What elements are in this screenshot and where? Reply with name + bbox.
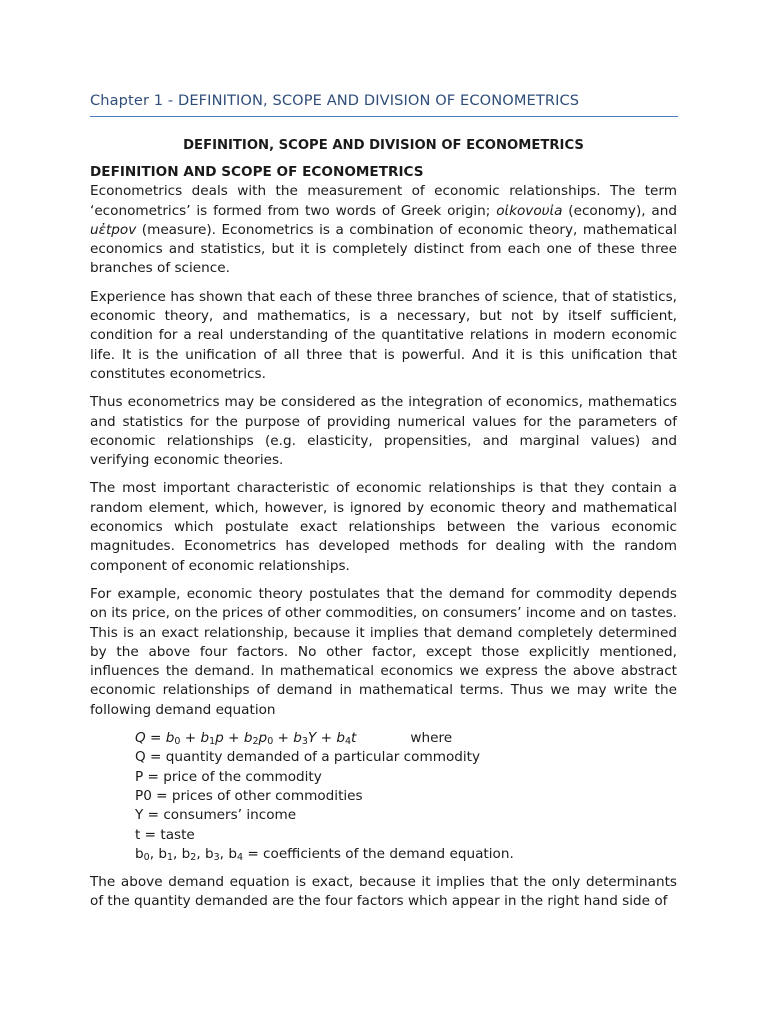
header-divider [90, 116, 678, 117]
paragraph-3: Thus econometrics may be considered as the integration of economics, mathematics and statistics for the purpose of providing numerical values for the parameters of economic relationships (e.g. elasticity, propensities, and marginal values) and verifying economic theories. [90, 394, 677, 469]
paragraph-1-text-c: (measure). Econometrics is a combination of economic theory, mathematical economics and statistics, but it is completely distinct from each one of these three branches of science. [90, 221, 677, 277]
paragraph-4: The most important characteristic of economic relationships is that they contain a random element, which, however, is ignored by economic theory and mathematical economics which postulate exact relationships between the various economic magnitudes. Econometrics has developed methods for dealing with the random component of economic relationships. [90, 480, 677, 574]
paragraph-6: The above demand equation is exact, because it implies that the only determinants of the quantity demanded are the four factors which appear in the right hand side of [90, 874, 677, 910]
paragraph-2: Experience has shown that each of these three branches of science, that of statistics, economic theory, and mathematics, is a necessary, but not by itself sufficient, condition for a real understanding of the quantitative relations in modern economic life. It is the unification of all three that is powerful. And it is this unification that constitutes econometrics. [90, 288, 677, 382]
paragraph-5: For example, economic theory postulates that the demand for commodity depends on its price, on the prices of other commodities, on consumers’ income and on tastes. This is an exact relationship, because it implies that demand completely determined by the above four factors. No other factor, except those explicitly mentioned, influences the demand. In mathematical economics we express the above abstract economic relationships of demand in mathematical terms. Thus we may write the following demand equation [90, 585, 677, 718]
definition-p: P = price of the commodity [135, 768, 322, 785]
coefficients-text: = coefficients of the demand equation. [243, 845, 514, 862]
paragraph-1-text-b: (economy), and [562, 202, 677, 219]
paragraph-1 [90, 182, 677, 278]
definition-y: Y = consumers’ income [135, 807, 297, 824]
demand-equation-line [135, 729, 677, 748]
document-body [90, 136, 677, 921]
section-heading: DEFINITION AND SCOPE OF ECONOMETRICS [90, 164, 424, 181]
document-title: DEFINITION, SCOPE AND DIVISION OF ECONOMETRICS [183, 138, 584, 153]
greek-word-economy: oἰkovoυἰa [496, 202, 563, 219]
equation-where: where [410, 730, 453, 747]
definition-q: Q = quantity demanded of a particular commodity [135, 749, 481, 766]
demand-equation: $Q = b_0 + b_1p + b_2p_0 + b_3Y + b_4t$ [135, 730, 357, 748]
chapter-header-title: Chapter 1 - DEFINITION, SCOPE AND DIVISION OF ECONOMETRICS [90, 92, 580, 109]
definition-t: t = taste [135, 826, 195, 843]
definition-p0: P0 = prices of other commodities [135, 787, 363, 804]
demand-equation-block [135, 729, 677, 864]
definition-coefficients: $b_0$, $b_1$, $b_2$, $b_3$, $b_4$ = coefficients of the demand equation. [135, 845, 514, 863]
greek-word-measure: uἐtpov [90, 221, 137, 238]
paragraph-1-text-a: Econometrics deals with the measurement of economic relationships. The term ‘econometrics’ is formed from two words of Greek origin; [90, 183, 677, 219]
